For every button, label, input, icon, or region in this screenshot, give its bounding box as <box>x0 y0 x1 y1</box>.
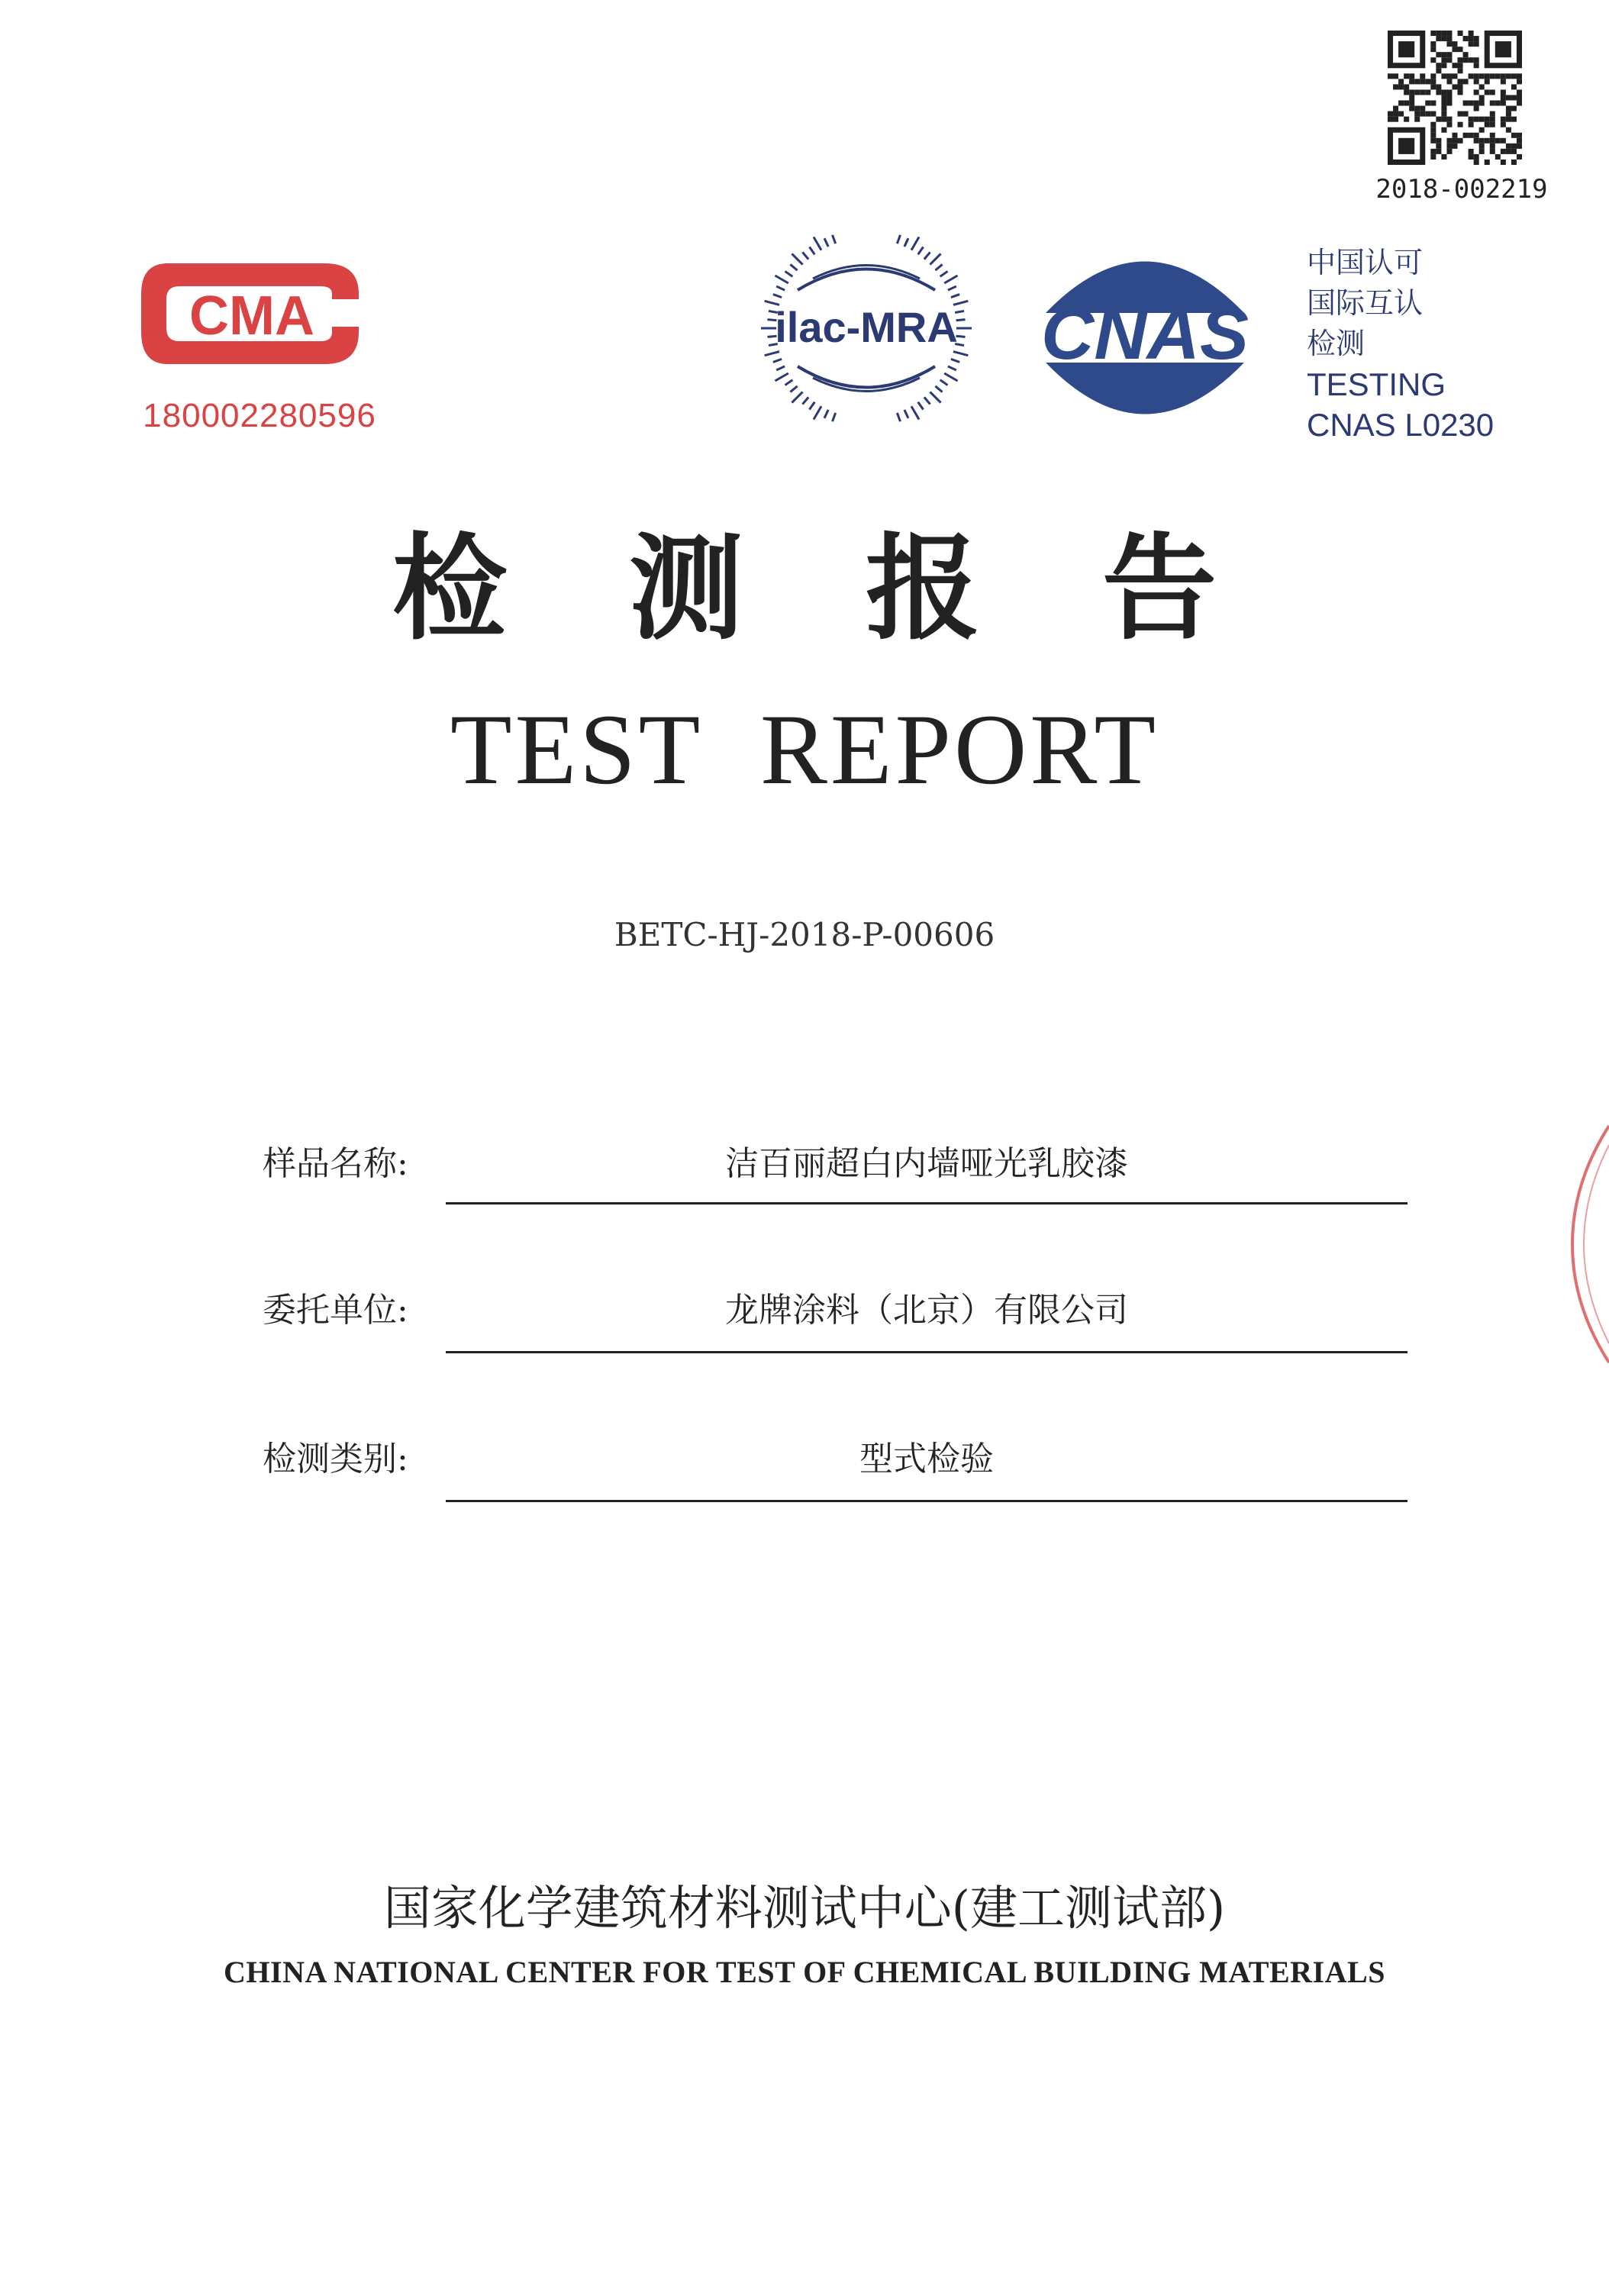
field-underline <box>446 1500 1407 1502</box>
field-label-sample-name: 样品名称: <box>263 1144 408 1183</box>
cnas-logo <box>1027 240 1263 431</box>
cma-logo <box>137 252 374 374</box>
field-label-client: 委托单位: <box>263 1291 408 1330</box>
report-number: BETC-HJ-2018-P-00606 <box>614 916 995 953</box>
footer-institution-english: CHINA NATIONAL CENTER FOR TEST OF CHEMICAL BUILDING MATERIALS <box>224 1955 1385 1989</box>
field-underline <box>446 1351 1407 1353</box>
ilac-mra-logo <box>756 218 977 439</box>
cnas-line-5: CNAS L0230 <box>1307 407 1495 443</box>
cnas-line-4: TESTING <box>1307 366 1446 402</box>
cnas-line-3: 检测 <box>1307 327 1366 360</box>
footer-institution-chinese: 国家化学建筑材料测试中心(建工测试部) <box>383 1880 1226 1936</box>
stamp-edge <box>1569 1122 1609 1366</box>
qr-number: 2018-002219 <box>1375 174 1548 205</box>
qr-code <box>1388 31 1522 165</box>
cnas-accreditation-text <box>1307 243 1494 445</box>
field-label-test-type: 检测类别: <box>263 1440 408 1479</box>
field-underline <box>446 1202 1407 1204</box>
cma-number: 180002280596 <box>143 397 376 434</box>
title-english: TEST REPORT <box>450 693 1159 805</box>
cnas-line-1: 中国认可 <box>1307 246 1424 279</box>
cnas-mark: CNAS <box>1040 293 1249 375</box>
cnas-line-2: 国际互认 <box>1307 286 1424 320</box>
field-value-test-type: 型式检验 <box>859 1440 994 1479</box>
field-value-client: 龙牌涂料（北京）有限公司 <box>725 1291 1128 1330</box>
field-value-sample-name: 洁百丽超白内墙哑光乳胶漆 <box>725 1144 1128 1183</box>
cma-mark: CMA <box>189 285 314 347</box>
ilac-mark: ilac-MRA <box>775 303 958 351</box>
title-chinese: 检测报告 <box>392 523 1339 656</box>
